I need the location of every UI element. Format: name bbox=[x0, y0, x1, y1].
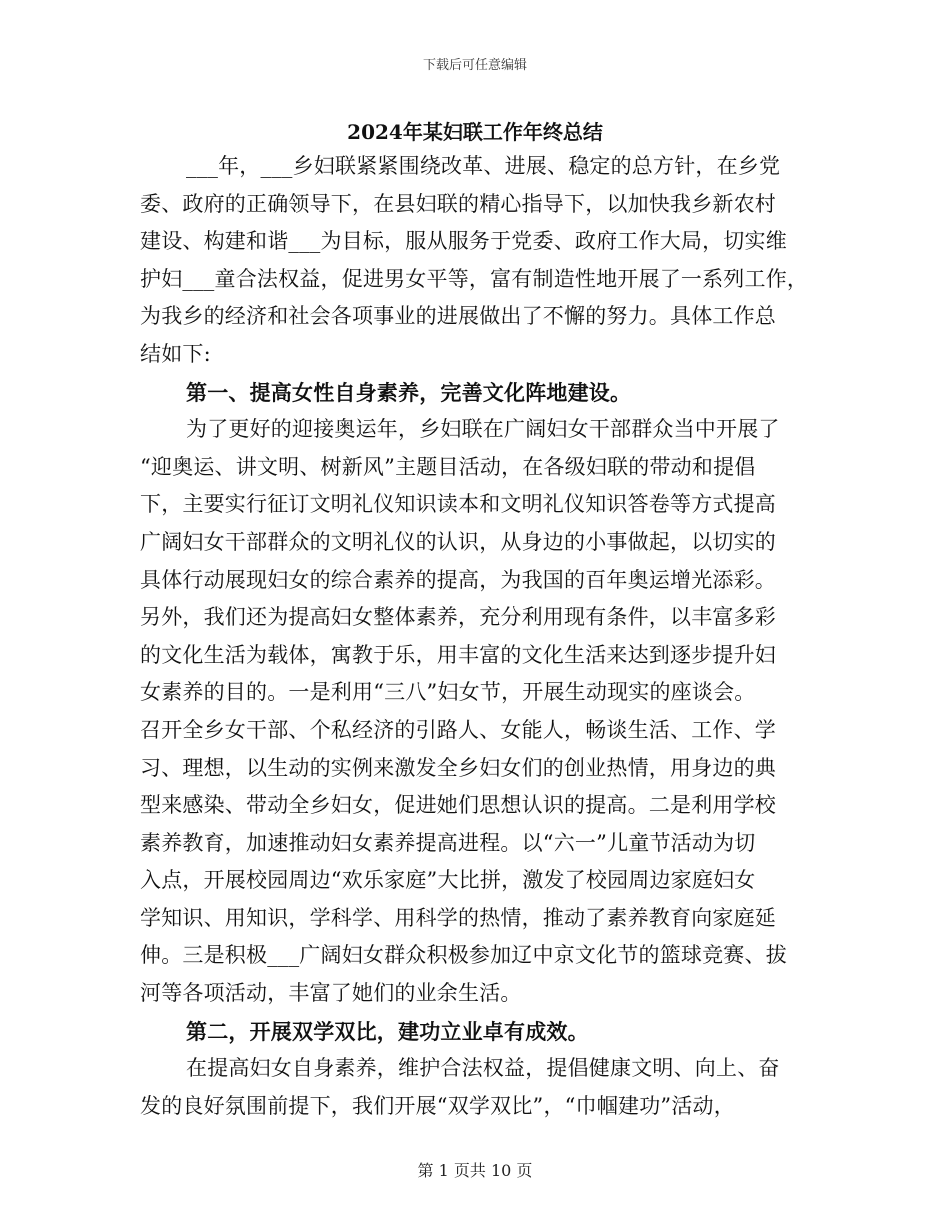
paragraph-line: 下，主要实行征订文明礼仪知识读本和文明礼仪知识答卷等方式提高 bbox=[140, 492, 776, 517]
paragraph-line: 广阔妇女干部群众的文明礼仪的认识，从身边的小事做起，以切实的 bbox=[140, 529, 776, 554]
paragraph-line: ___年，___乡妇联紧紧围绕改革、进展、稳定的总方针，在乡党 bbox=[186, 154, 781, 178]
paragraph-line: 的文化生活为载体，寓教于乐，用丰富的文化生活来达到逐步提升妇 bbox=[140, 642, 776, 667]
paragraph-line: 学知识、用知识，学科学、用科学的热情，推动了素养教育向家庭延 bbox=[140, 905, 776, 930]
paragraph-line: 在提高妇女自身素养，维护合法权益，提倡健康文明、向上、奋 bbox=[186, 1056, 780, 1081]
paragraph-line: 召开全乡女干部、个私经济的引路人、女能人，畅谈生活、工作、学 bbox=[140, 717, 776, 742]
paragraph-line: 河等各项活动，丰富了她们的业余生活。 bbox=[140, 981, 522, 1006]
paragraph-line: “迎奥运、讲文明、树新风”主题目活动，在各级妇联的带动和提倡 bbox=[140, 454, 756, 479]
section-heading: 第一、提高女性自身素养，完善文化阵地建设。 bbox=[186, 379, 632, 405]
page-header: 下载后可任意编辑 bbox=[422, 58, 527, 73]
section-heading: 第二，开展双学双比，建功立业卓有成效。 bbox=[186, 1018, 589, 1044]
paragraph-line: 素养教育，加速推动妇女素养提高进程。以“六一”儿童节活动为切 bbox=[140, 830, 756, 855]
paragraph-line: 型来感染、带动全乡妇女，促进她们思想认识的提高。二是利用学校 bbox=[140, 793, 776, 818]
paragraph-line: 入点，开展校园周边“欢乐家庭”大比拼，激发了校园周边家庭妇女 bbox=[140, 868, 756, 893]
paragraph-line: 伸。三是积极___广阔妇女群众积极参加辽中京文化节的篮球竞赛、拔 bbox=[140, 943, 787, 968]
document-body bbox=[140, 148, 815, 1125]
paragraph-line: 为我乡的经济和社会各项事业的进展做出了不懈的努力。具体工作总 bbox=[140, 304, 776, 329]
paragraph-line: 建设、构建和谐___为目标，服从服务于党委、政府工作大局，切实维 bbox=[140, 229, 787, 254]
paragraph-line: 女素养的目的。一是利用“三八”妇女节，开展生动现实的座谈会。 bbox=[140, 680, 756, 705]
paragraph-line: 发的良好氛围前提下，我们开展“双学双比”，“巾帼建功”活动， bbox=[140, 1093, 735, 1118]
paragraph-line: 护妇___童合法权益，促进男女平等，富有制造性地开展了一系列工作， bbox=[140, 266, 809, 291]
paragraph-line: 委、政府的正确领导下，在县妇联的精心指导下，以加快我乡新农村 bbox=[140, 191, 776, 216]
paragraph-line: 具体行动展现妇女的综合素养的提高，为我国的百年奥运增光添彩。 bbox=[140, 567, 776, 592]
paragraph-line: 为了更好的迎接奥运年，乡妇联在广阔妇女干部群众当中开展了 bbox=[186, 417, 780, 442]
page-footer: 第 1 页共 10 页 bbox=[417, 1161, 533, 1180]
document-title: 2024年某妇联工作年终总结 bbox=[347, 120, 603, 144]
paragraph-line: 结如下: bbox=[140, 341, 211, 366]
paragraph-line: 另外，我们还为提高妇女整体素养，充分利用现有条件，以丰富多彩 bbox=[140, 605, 776, 630]
paragraph-line: 习、理想，以生动的实例来激发全乡妇女们的创业热情，用身边的典 bbox=[140, 755, 776, 780]
